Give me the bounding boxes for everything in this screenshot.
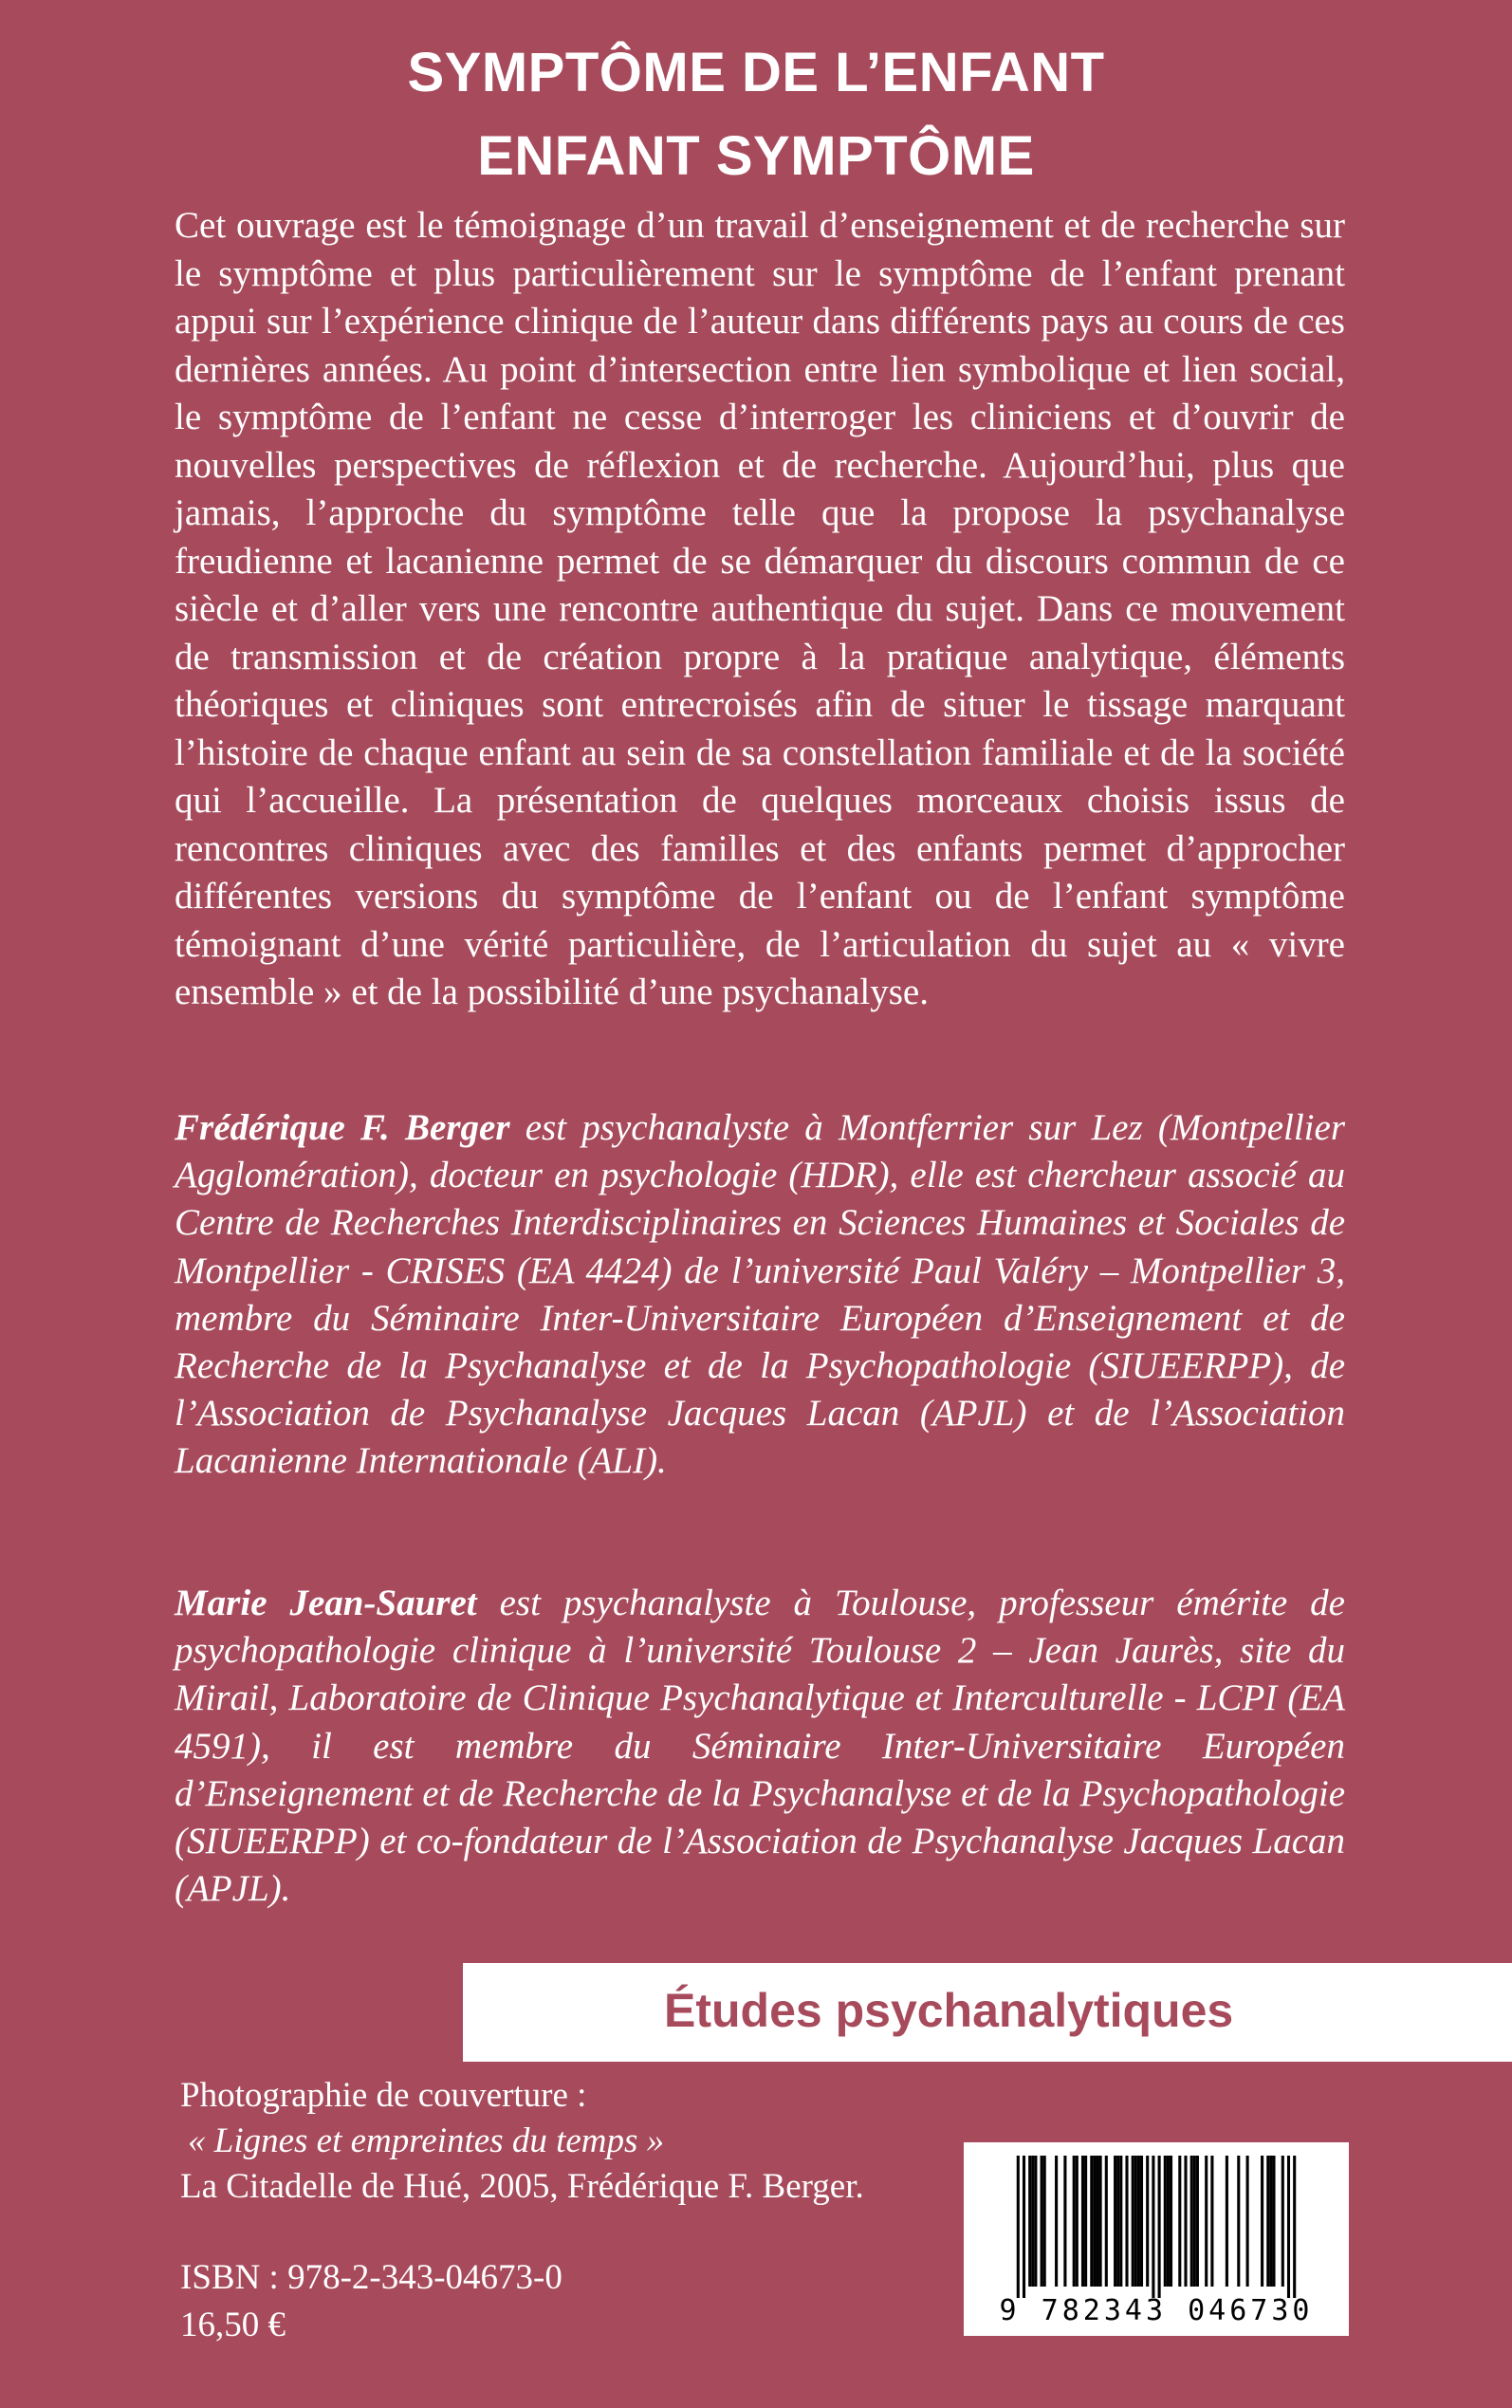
cover-photo-credit-line: La Citadelle de Hué, 2005, Frédérique F. Berger. <box>180 2167 864 2206</box>
barcode-bar <box>1205 2156 1208 2287</box>
barcode-bar <box>1266 2156 1269 2287</box>
barcode-bar <box>1164 2156 1167 2287</box>
barcode-bar <box>1190 2156 1193 2287</box>
title-line-1: SYMPTÔME DE L’ENFANT <box>407 42 1105 103</box>
barcode-bar <box>1031 2156 1034 2287</box>
cover-photo-label: Photographie de couverture : <box>180 2076 587 2115</box>
barcode-bar <box>1178 2156 1181 2287</box>
barcode-bar <box>1028 2156 1031 2287</box>
barcode-bar <box>1226 2156 1228 2287</box>
barcode-bar <box>1237 2156 1240 2287</box>
barcode-bar <box>1140 2156 1143 2287</box>
author-bio-2 <box>175 1580 1345 1913</box>
barcode-bar <box>1034 2156 1037 2287</box>
book-info <box>180 2254 562 2349</box>
barcode-bar <box>1293 2156 1296 2298</box>
author-name-1: Frédérique F. Berger <box>175 1107 510 1148</box>
barcode-bar <box>1269 2156 1272 2287</box>
author-name-2: Marie Jean-Sauret <box>175 1583 477 1623</box>
barcode-bar <box>1152 2156 1154 2298</box>
barcode <box>964 2142 1349 2336</box>
barcode-bar <box>1137 2156 1140 2287</box>
author-bio-2-text: est psychanalyste à Toulouse, professeur émérite de psychopathologie clinique à l’université Toulouse 2 – Jean Jaurès, site du Mirail, Laboratoire de Clinique Psychanalytique et Interculturelle - LCPI (EA 4591), il est membre du Séminaire Inter-Universitaire Européen d’Enseignement et de Recherche de la Psychanalyse et de la Psychopathologie (SIUEERPP) et co-fondateur de l’Association de Psychanalyse Jacques Lacan (APJL). <box>175 1583 1345 1910</box>
barcode-bar <box>1193 2156 1196 2287</box>
barcode-bar <box>1084 2156 1087 2287</box>
barcode-bar <box>1272 2156 1275 2287</box>
barcode-bar <box>1167 2156 1170 2287</box>
barcode-bar <box>1055 2156 1058 2287</box>
barcode-bar <box>1076 2156 1079 2287</box>
author-bio-1-text: est psychanalyste à Montferrier sur Lez (Montpellier Agglomération), docteur en psychologie (HDR), elle est chercheur associé au Centre de Recherches Interdisciplinaires en Sciences Humaines et Sociales de Montpellier - CRISES (EA 4424) de l’université Paul Valéry – Montpellier 3, membre du Séminaire Inter-Universitaire Européen d’Enseignement et de Recherche de la Psychanalyse et de la Psychopathologie (SIUEERPP), de l’Association de Psychanalyse Jacques Lacan (APJL) et de l’Association Lacanienne Internationale (ALI). <box>175 1107 1345 1482</box>
barcode-bar <box>1017 2156 1020 2298</box>
author-bio-1 <box>175 1104 1345 1486</box>
barcode-bar <box>1134 2156 1137 2287</box>
barcode-bar <box>1023 2156 1025 2298</box>
barcode-bar <box>1099 2156 1102 2287</box>
barcode-bar <box>1210 2156 1213 2287</box>
barcode-bar <box>1158 2156 1161 2298</box>
barcode-bar <box>1132 2156 1134 2287</box>
barcode-bar <box>1119 2156 1122 2287</box>
barcode-bar <box>1125 2156 1128 2287</box>
series-name: Études psychanalytiques <box>664 1984 1234 2037</box>
price: 16,50 € <box>180 2306 286 2344</box>
book-summary: Cet ouvrage est le témoignage d’un travail d’enseignement et de recherche sur le symptôme et plus particulièrement sur le symptôme de l’enfant prenant appui sur l’expérience clinique de l’auteur dans différents pays au cours de ces dernières années. Au point d’intersection entre lien symbolique et lien social, le symptôme de l’enfant ne cesse d’interroger les cliniciens et d’ouvrir de nouvelles perspectives de réflexion et de recherche. Aujourd’hui, plus que jamais, l’approche du symptôme telle que la propose la psychanalyse freudienne et lacanienne permet de se démarquer du discours commun de ce siècle et d’aller vers une rencontre authentique du sujet. Dans ce mouvement de transmission et de création propre à la pratique analytique, éléments théoriques et cliniques sont entrecroisés afin de situer le tissage marquant l’histoire de chaque enfant au sein de sa constellation familiale et de la société qui l’accueille. La présentation de quelques morceaux choisis issus de rencontres cliniques avec des familles et des enfants permet d’approcher différentes versions du symptôme de l’enfant ou de l’enfant symptôme témoignant d’une vérité particulière, de l’articulation du sujet au « vivre ensemble » et de la possibilité d’une psychanalyse. <box>175 205 1345 1012</box>
barcode-bar <box>1073 2156 1076 2287</box>
barcode-bar <box>1105 2156 1108 2287</box>
barcode-bar <box>1246 2156 1249 2287</box>
cover-photo-credit <box>180 2073 864 2210</box>
barcode-bar <box>1184 2156 1187 2287</box>
barcode-bar <box>1090 2156 1093 2287</box>
cover-photo-title: « Lignes et empreintes du temps » <box>188 2121 665 2160</box>
barcode-bar <box>1063 2156 1066 2287</box>
barcode-bar <box>1287 2156 1290 2298</box>
isbn: ISBN : 978-2-343-04673-0 <box>180 2258 562 2297</box>
barcode-bar <box>1041 2156 1043 2287</box>
barcode-bar <box>1170 2156 1172 2287</box>
barcode-bar <box>1196 2156 1199 2287</box>
barcode-bar <box>1282 2156 1284 2287</box>
barcode-bar <box>1114 2156 1116 2287</box>
barcode-bar <box>1261 2156 1263 2287</box>
barcode-bar <box>1043 2156 1046 2287</box>
barcode-bar <box>1093 2156 1096 2287</box>
barcode-digits: 9 782343 046730 <box>999 2294 1314 2327</box>
barcode-bar <box>1146 2156 1149 2287</box>
barcode-bar <box>1096 2156 1098 2287</box>
barcode-bar <box>1081 2156 1084 2287</box>
barcode-bar <box>1116 2156 1119 2287</box>
title-line-2: ENFANT SYMPTÔME <box>477 125 1035 187</box>
